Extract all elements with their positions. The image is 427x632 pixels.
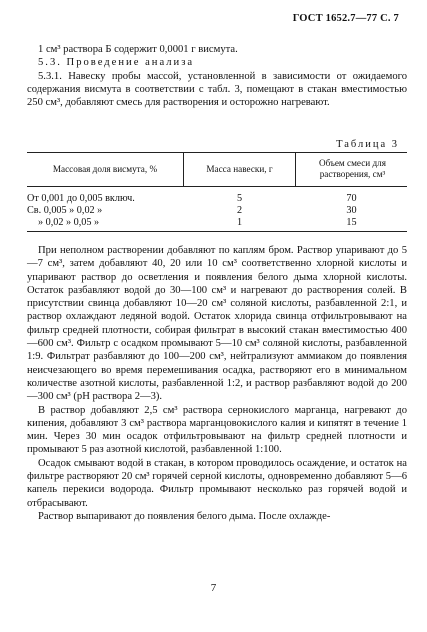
table-row-1-range: От 0,001 до 0,005 включ. xyxy=(27,193,135,204)
table-bottom-rule xyxy=(27,231,407,232)
table-row-3-volume: 15 xyxy=(346,217,357,228)
main-text-block xyxy=(27,244,407,523)
table-row-1-mass: 5 xyxy=(236,193,243,204)
page-number: 7 xyxy=(210,582,217,594)
table-header-volume: Объем смеси для растворения, см³ xyxy=(319,158,386,179)
table-header-fraction: Массовая доля висмута, % xyxy=(52,164,158,174)
paragraph-evaporation: Раствор выпаривают до появления белого дыма. После охлажде- xyxy=(38,510,331,522)
table-row-2-range: Св. 0,005 » 0,02 » xyxy=(27,205,103,216)
paragraph-precipitation: В раствор добавляют 2,5 см³ раствора сернокислого марганца, нагревают до кипения, добавляют 3 см³ раствора марганцовокислого калия и кипятят в течение 1 мин. Через 30 мин осадок отфильтровывают на фильтр средней плотности и промывают 5 раз азотной кислотой, разбавленной 1:100. xyxy=(27,404,407,456)
paragraph-washing: Осадок смывают водой в стакан, в котором проводилось осаждение, и остаток на фильтре растворяют 20 см³ горячей серной кислоты, одновременно добавляют 5—6 капель перекиси водорода. Фильтр промывают несколько раз горячей водой и отбрасывают. xyxy=(27,457,407,509)
paragraph-dissolution: При неполном растворении добавляют по каплям бром. Раствор упаривают до 5—7 см³, затем добавляют 40, 20 или 10 см³ соответственно хлорной кислоты и упаривают раствор до осветления и появления белого дыма хлорной кислоты. Остаток разбавляют водой до 30—100 см³ и нагревают до растворения солей. В присутствии свинца добавляют 10—20 см³ соляной кислоты, разбавленной 2:1, и раствор охлаждают ледяной водой. Остаток хлорида свинца отфильтровывают на фильтр средней плотности, собирая фильтрат в высокий стакан вместимостью 400—600 см³. Фильтр с осадком промывают 5—10 см³ соляной кислоты, разбавленной 1:9. Фильтрат разбавляют до 100—200 см³, нейтрализуют аммиаком до появления неисчезающего во время перемешивания осадка, растворяют его в минимальном количестве азотной кислоты, разбавленной 1:2, и раствор разбавляют водой до 200—300 см³ (рН раствора 2—3). xyxy=(27,245,407,403)
table-row-2-mass: 2 xyxy=(236,205,243,216)
intro-block xyxy=(27,43,407,109)
section-title: 5.3. Проведение анализа xyxy=(38,57,195,69)
table-row-1-volume: 70 xyxy=(346,193,357,204)
paragraph-5-3-1: 5.3.1. Навеску пробы массой, установленной в зависимости от ожидаемого содержания висмута в соответствии с табл. 3, помещают в стакан вместимостью 250 см³, добавляют смесь для растворения и осторожно нагревают. xyxy=(27,70,407,109)
table-top-rule xyxy=(27,152,407,153)
table-row-3-mass: 1 xyxy=(236,217,243,228)
table-row-2-volume: 30 xyxy=(346,205,357,216)
table-col-divider-2 xyxy=(295,152,296,186)
page-header: ГОСТ 1652.7—77 С. 7 xyxy=(292,13,399,24)
table-row-3-range: » 0,02 » 0,05 » xyxy=(38,217,100,228)
table-header-mass: Масса навески, г xyxy=(206,164,273,174)
table-header-rule xyxy=(27,186,407,187)
table-caption: Таблица 3 xyxy=(336,139,399,150)
intro-line: 1 см³ раствора Б содержит 0,0001 г висмута. xyxy=(38,44,238,55)
